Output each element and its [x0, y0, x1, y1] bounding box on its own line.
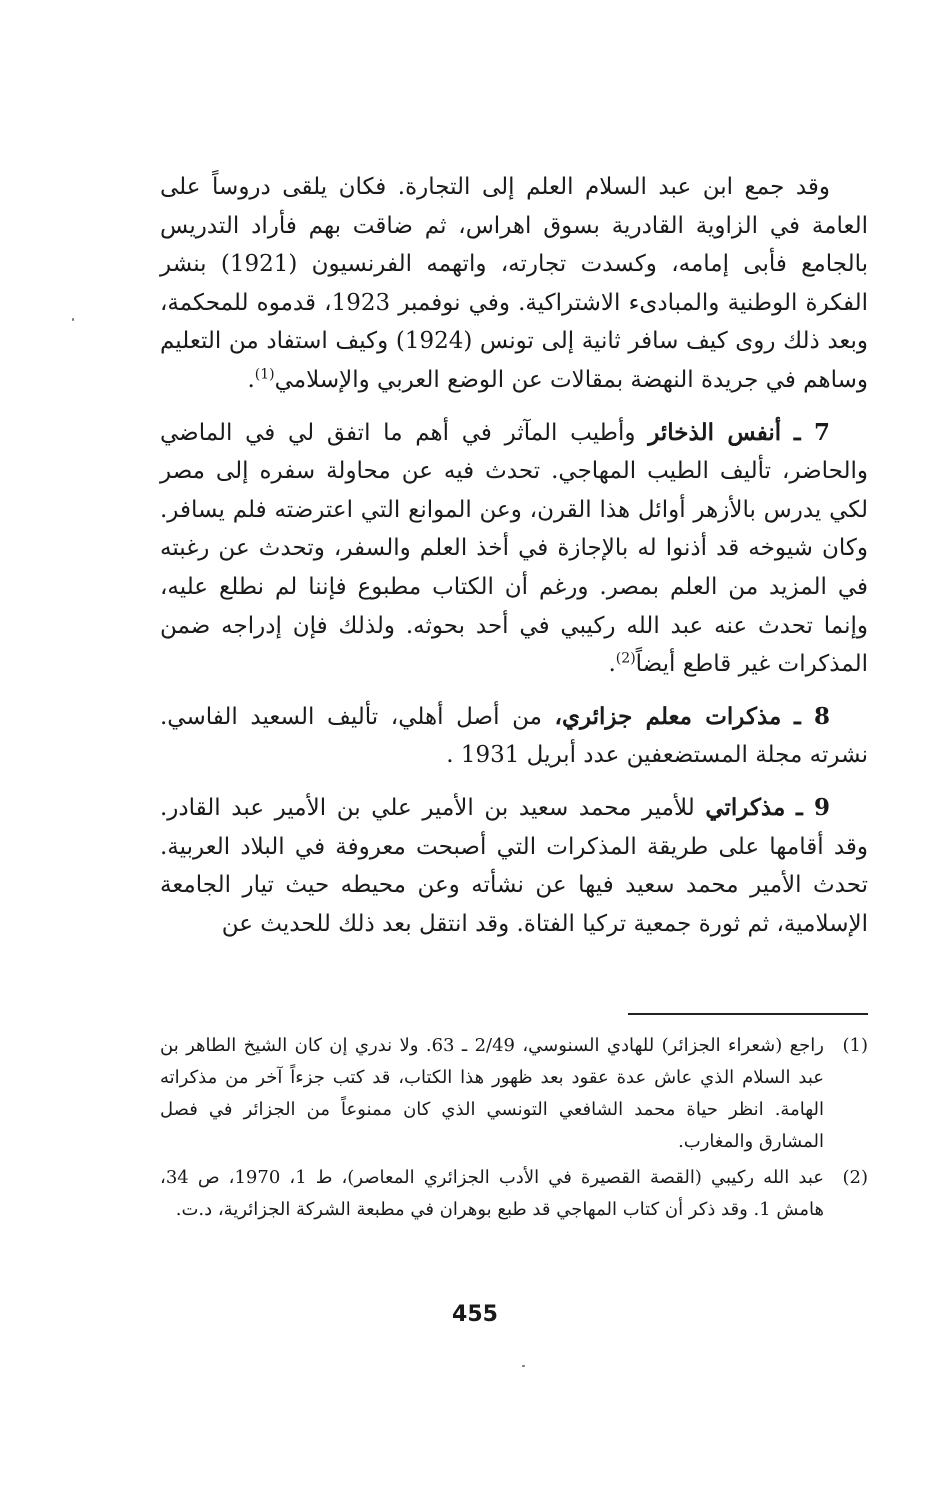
entry-8: [160, 698, 868, 775]
footnote-text: عبد الله ركيبي (القصة القصيرة في الأدب الجزائري المعاصر)، ط 1، 1970، ص 34، هامش 1. وقد ذكر أن كتاب المهاجي قد طبع بوهران في مطبعة الشركة الجزائرية، د.ت.: [160, 1167, 824, 1220]
scan-speck: [72, 318, 74, 321]
footnote-2: [160, 1162, 868, 1226]
scan-speck: [522, 1365, 525, 1367]
footnote-1: [160, 1030, 868, 1158]
page-number: 455: [452, 1302, 498, 1327]
paragraph-text: وقد جمع ابن عبد السلام العلم إلى التجارة. فكان يلقى دروساً على العامة في الزاوية القادرية بسوق اهراس، ثم ضاقت بهم فأراد التدريس بالجامع فأبى إمامه، وكسدت تجارته، واتهمه الفرنسيون (1921) بنشر الفكرة الوطنية والمبادىء الاشتراكية. وفي نوفمبر 1923، قدموه للمحكمة، وبعد ذلك روى كيف سافر ثانية إلى تونس (1924) وكيف استفاد من التعليم وساهم في جريدة النهضة بمقالات عن الوضع العربي والإسلامي: [160, 174, 869, 393]
footnote-divider: [628, 1013, 868, 1015]
entry-number: 8 ـ: [793, 702, 831, 730]
entry-text: من أصل أهلي، تأليف السعيد الفاسي. نشرته مجلة المستضعفين عدد أبريل 1931 .: [160, 703, 868, 769]
entry-number: 7 ـ: [793, 418, 831, 446]
entry-text: وأطيب المآثر في أهم ما اتفق لي في الماضي والحاضر، تأليف الطيب المهاجي. تحدث فيه عن محاولة سفره إلى مصر لكي يدرس بالأزهر أوائل هذا القرن، وعن الموانع التي اعترضته فلم يسافر. وكان شيوخه قد أذنوا له بالإجازة في أخذ العلم والسفر، وتحدث عن رغبته في المزيد من العلم بمصر. ورغم أن الكتاب مطبوع فإننا لم نطلع عليه، وإنما تحدث عنه عبد الله ركيبي في أحد بحوثه. ولذلك فإن إدراجه ضمن المذكرات غير قاطع أيضاً: [160, 419, 868, 678]
entry-text: للأمير محمد سعيد بن الأمير علي بن الأمير عبد القادر. وقد أقامها على طريقة المذكرات التي أصبحت معروفة في البلاد العربية. تحدث الأمير محمد سعيد فيها عن نشأته وعن محيطه حيث تيار الجامعة الإسلامية، ثم ثورة جمعية تركيا الفتاة. وقد انتقل بعد ذلك للحديث عن: [160, 794, 868, 937]
paragraph-end: .: [247, 366, 255, 393]
entry-number: 9 ـ: [795, 793, 830, 821]
footnote-mark: (1): [842, 1035, 868, 1056]
footnotes: [160, 1030, 868, 1230]
entry-title: مذكراتي: [705, 793, 786, 821]
entry-title: أنفس الذخائر: [648, 418, 782, 446]
entry-title: مذكرات معلم جزائري،: [554, 702, 782, 730]
entry-7: [160, 414, 868, 684]
main-text: [160, 168, 868, 943]
footnote-text: راجع (شعراء الجزائر) للهادي السنوسي، 2/49 ـ 63. ولا ندري إن كان الشيخ الطاهر بن عبد السلام الذي عاش عدة عقود بعد ظهور هذا الكتاب، قد كتب جزءاً آخر من مذكراته الهامة. انظر حياة محمد الشافعي التونسي الذي كان ممنوعاً من الجزائر في فصل المشارق والمغارب.: [160, 1035, 825, 1152]
entry-9: [160, 789, 868, 943]
footnote-mark: (2): [842, 1167, 868, 1188]
footnote-ref-2: (2): [615, 650, 636, 667]
paragraph-end: .: [608, 651, 616, 678]
paragraph-ibn-abd-salam: [160, 168, 868, 400]
footnote-ref-1: (1): [254, 366, 275, 383]
